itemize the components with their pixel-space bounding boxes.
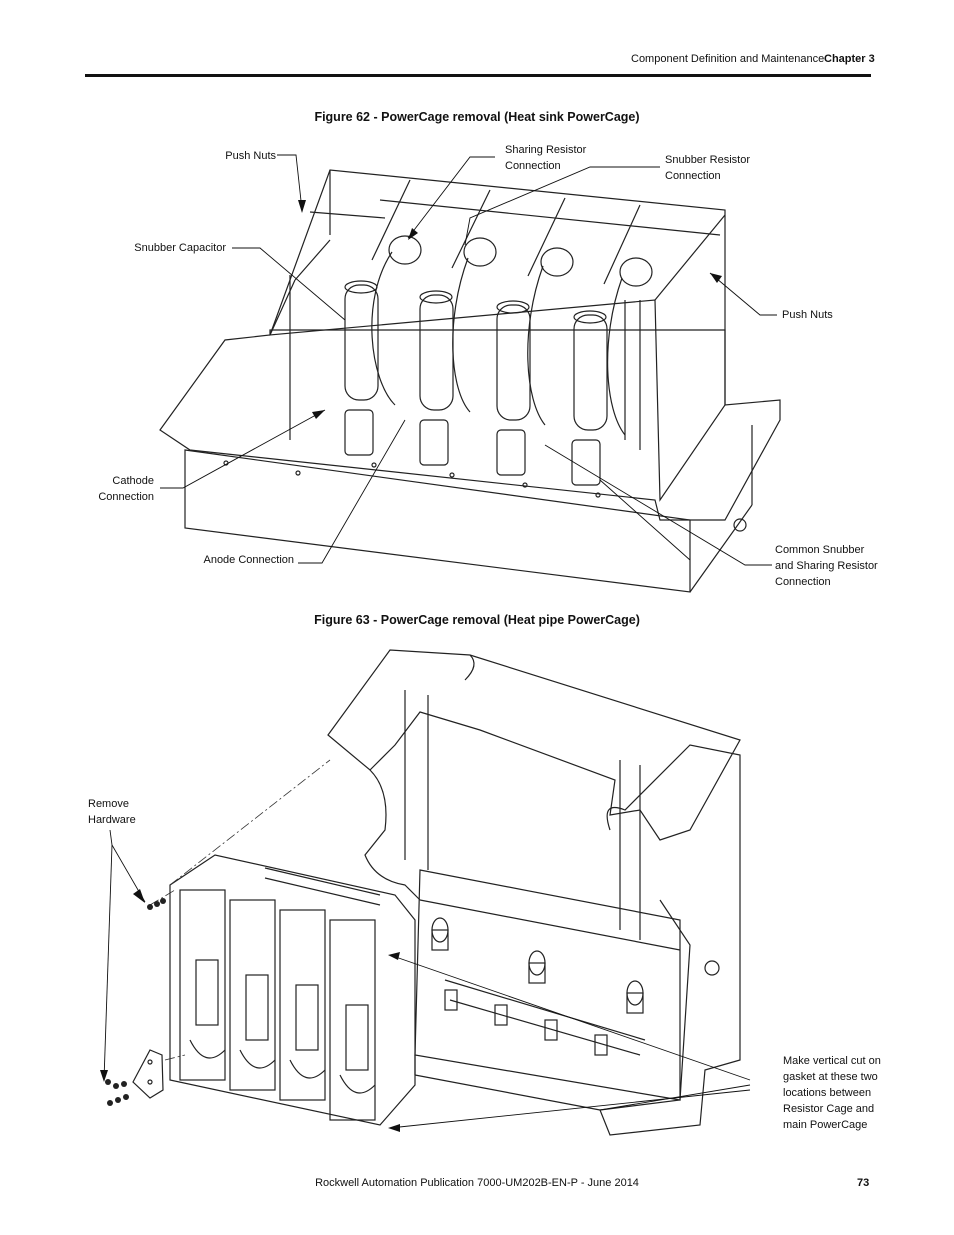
label-cathode-connection: Cathode Connection [98, 475, 154, 503]
label-snubber-capacitor: Snubber Capacitor [134, 242, 226, 254]
figure-62-title: Figure 62 - PowerCage removal (Heat sink PowerCage) [314, 110, 640, 124]
footer-publication: Rockwell Automation Publication 7000-UM202B-EN-P - June 2014 [315, 1177, 639, 1189]
label-push-nuts-right: Push Nuts [782, 309, 833, 321]
running-header-chapter: Chapter 3 [824, 53, 875, 65]
label-snubber-resistor: Snubber Resistor Connection [665, 154, 750, 182]
label-anode-connection: Anode Connection [203, 554, 294, 566]
label-vertical-cut: Make vertical cut on gasket at these two locations between Resistor Cage and main PowerCage [783, 1055, 881, 1131]
label-sharing-resistor: Sharing Resistor Connection [505, 144, 587, 172]
running-header-section: Component Definition and Maintenance [631, 53, 825, 65]
label-common-snubber: Common Snubber and Sharing Resistor Connection [775, 544, 878, 588]
figure-63-title: Figure 63 - PowerCage removal (Heat pipe PowerCage) [314, 613, 640, 627]
label-remove-hardware: Remove Hardware [88, 798, 136, 826]
page-number: 73 [857, 1177, 870, 1189]
label-push-nuts-left: Push Nuts [225, 150, 276, 162]
